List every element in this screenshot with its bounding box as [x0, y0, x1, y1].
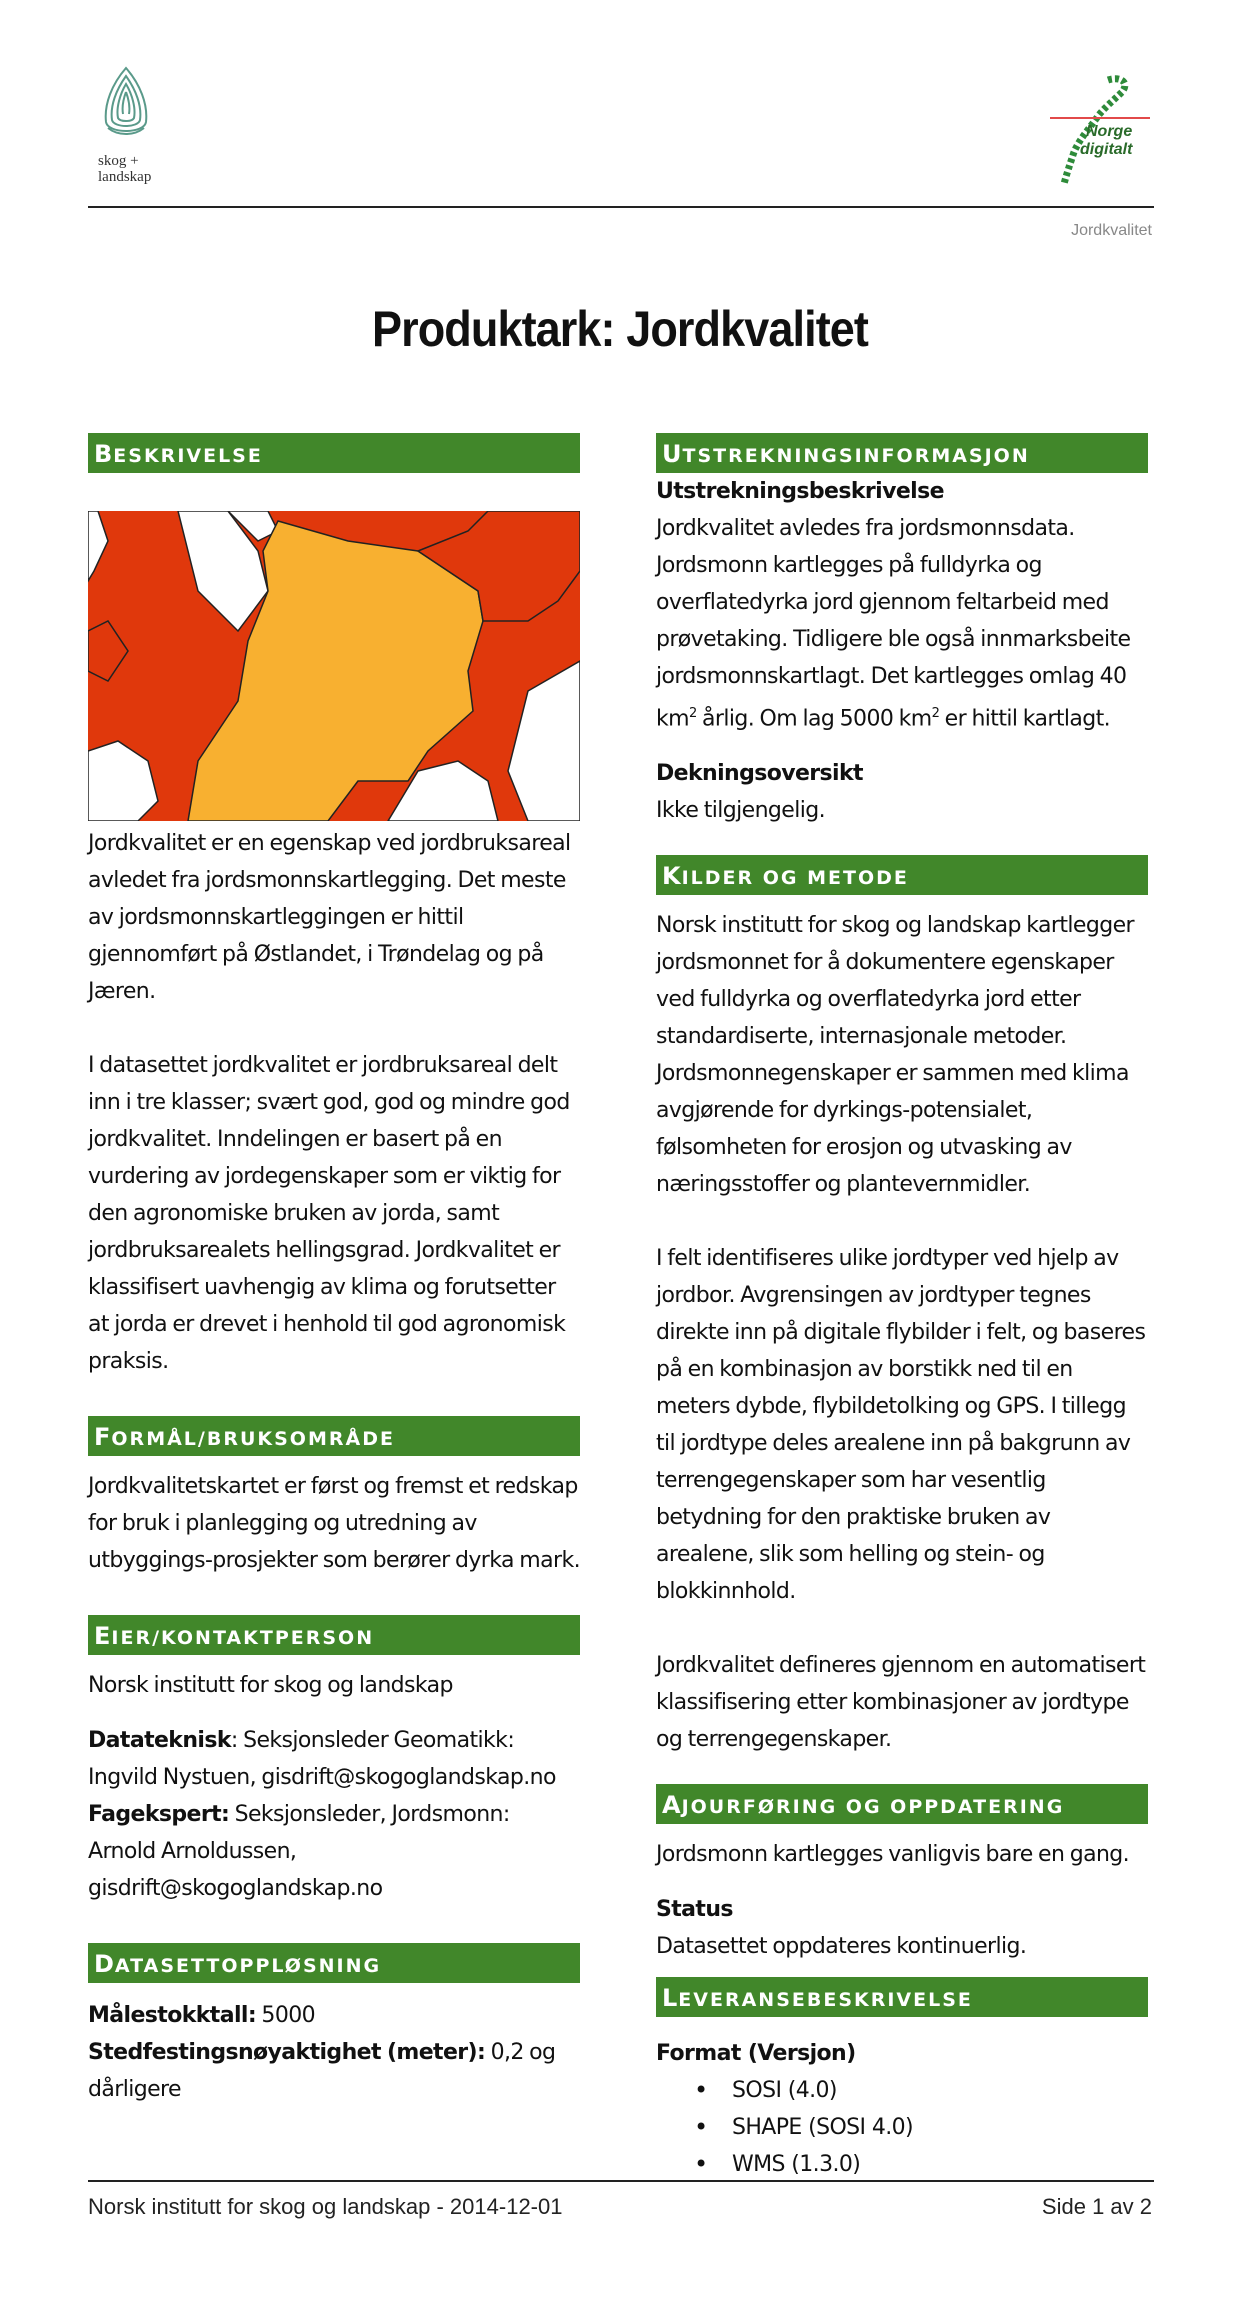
norge-digitalt-logo [1050, 72, 1150, 192]
fagekspert-text: Seksjonsleder, Jordsmonn: Arnold Arnoldussen, gisdrift@skogoglandskap.no [88, 1802, 510, 1901]
section-heading-formal: FORMÅL/BRUKSOMRÅDE [88, 1416, 580, 1456]
stedfesting-value: 0,2 og dårligere [88, 2040, 556, 2102]
list-item: • WMS (1.3.0) [656, 2146, 1148, 2183]
kilder-paragraph-1: Norsk institutt for skog og landskap kartlegger jordsmonnet for å dokumentere egenskaper ved fulldyrka og overflatedyrka jord etter standardiserte, internasjonale metoder. Jordsmonnegenskaper er sammen med klima avgjørende for dyrkings-potensialet, følsomheten for erosjon og utvasking av næringsstoffer og plantevernmidler. [656, 913, 1134, 1198]
list-item: • SOSI (4.0) [656, 2072, 1148, 2109]
ajourforing-paragraph: Jordsmonn kartlegges vanligvis bare en gang. [656, 1842, 1130, 1868]
skog-landskap-logo [98, 64, 178, 194]
datateknisk-label: Datateknisk [88, 1728, 231, 1753]
utstrekning-paragraph: Jordkvalitet avledes fra jordsmonnsdata. Jordsmonn kartlegges på fulldyrka og overflatedyrka jord gjennom feltarbeid med prøvetaking. Tidligere ble også innmarksbeite jordsmonnskartlagt. Det kartlegges omlag 40 $km^2$ årlig. Om lag 5000 $km^2$ er hittil kartlagt. [656, 516, 1131, 732]
jordkvalitet-map-image [88, 511, 580, 821]
page-title: Produktark: Jordkvalitet [371, 301, 869, 357]
list-item: • SHAPE (SOSI 4.0) [656, 2109, 1148, 2146]
stedfesting-line [88, 2034, 580, 2108]
section-heading-beskrivelse: BESKRIVELSE [88, 433, 580, 473]
fagekspert-label: Fagekspert: [88, 1802, 230, 1827]
left-column [88, 433, 580, 2108]
page-number: Side 1 av 2 [1041, 2194, 1152, 2219]
status-text: Datasettet oppdateres kontinuerlig. [656, 1934, 1027, 1960]
dekningsoversikt-heading: Dekningsoversikt [656, 761, 863, 787]
dekningsoversikt-text: Ikke tilgjengelig. [656, 798, 826, 824]
section-heading-opplosning: DATASETTOPPLØSNING [88, 1943, 580, 1983]
eier-datateknisk [88, 1722, 580, 1796]
norway-map-icon [1050, 72, 1150, 192]
status-heading: Status [656, 1897, 733, 1923]
malestokk-line [88, 1997, 580, 2034]
stedfesting-label: Stedfestingsnøyaktighet (meter): [88, 2040, 486, 2065]
format-list [656, 2072, 1148, 2183]
header-rule [88, 206, 1154, 208]
utstrekningsbeskrivelse-heading: Utstrekningsbeskrivelse [656, 479, 944, 504]
eier-organisation: Norsk institutt for skog og landskap [88, 1673, 453, 1698]
section-heading-kilder: KILDER OG METODE [656, 855, 1148, 895]
running-title: Jordkvalitet [1071, 222, 1152, 239]
format-heading: Format (Versjon) [656, 2041, 856, 2067]
datateknisk-text: : Seksjonsleder Geomatikk: Ingvild Nystuen, gisdrift@skogoglandskap.no [88, 1728, 556, 1790]
svg-text:digitalt: digitalt [1080, 141, 1133, 158]
beskrivelse-paragraph-1: Jordkvalitet er en egenskap ved jordbruksareal avledet fra jordsmonnskartlegging. Det meste av jordsmonnskartleggingen er hittil gjennomført på Østlandet, i Trøndelag og på Jæren. [88, 831, 571, 1004]
malestokk-label: Målestokktall: [88, 2003, 257, 2028]
section-heading-ajourforing: AJOURFØRING OG OPPDATERING [656, 1784, 1148, 1824]
beskrivelse-paragraph-2: I datasettet jordkvalitet er jordbruksareal delt inn i tre klasser; svært god, god og mindre god jordkvalitet. Inndelingen er basert på en vurdering av jordegenskaper som er viktig for den agronomiske bruken av jorda, samt jordbruksarealets hellingsgrad. Jordkvalitet er klassifisert uavhengig av klima og forutsetter at jorda er drevet i henhold til god agronomisk praksis. [88, 1053, 570, 1374]
malestokk-value: 5000 [256, 2003, 316, 2028]
kilder-paragraph-3: Jordkvalitet defineres gjennom en automatisert klassifisering etter kombinasjoner av jordtype og terrengegenskaper. [656, 1653, 1146, 1753]
section-heading-utstrekning: UTSTREKNINGSINFORMASJON [656, 433, 1148, 473]
tree-icon [98, 64, 154, 144]
logo-left-text: skog + landskap [98, 153, 152, 185]
section-heading-eier: EIER/KONTAKTPERSON [88, 1615, 580, 1655]
footer-left: Norsk institutt for skog og landskap - 2014-12-01 [88, 2194, 563, 2219]
svg-text:Norge: Norge [1086, 123, 1133, 140]
eier-fagekspert [88, 1796, 580, 1907]
formal-paragraph: Jordkvalitetskartet er først og fremst et redskap for bruk i planlegging og utredning av utbyggings-prosjekter som berører dyrka mark. [88, 1474, 580, 1573]
footer-rule [88, 2180, 1154, 2182]
section-heading-leveranse: LEVERANSEBESKRIVELSE [656, 1977, 1148, 2017]
kilder-paragraph-2: I felt identifiseres ulike jordtyper ved hjelp av jordbor. Avgrensingen av jordtyper tegnes direkte inn på digitale flybilder i felt, og baseres på en kombinasjon av borstikk ned til en meters dybde, flybildetolking og GPS. I tillegg til jordtype deles arealene inn på bakgrunn av terrengegenskaper som har vesentlig betydning for den praktiske bruken av arealene, slik som helling og stein- og blokkinnhold. [656, 1246, 1146, 1605]
right-column [656, 433, 1148, 2183]
